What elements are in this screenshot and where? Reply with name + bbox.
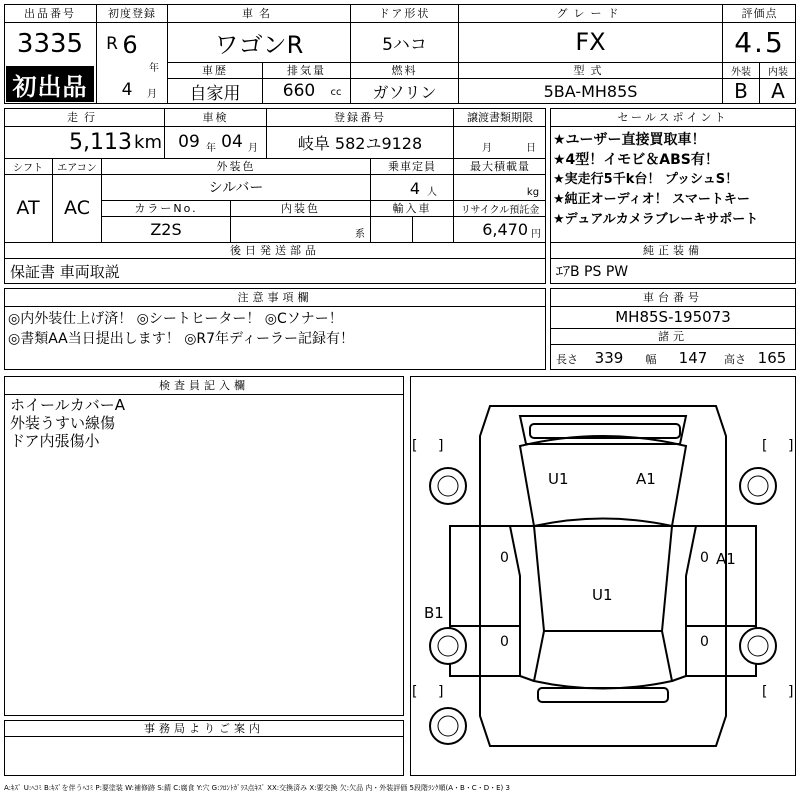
legend-text: A:ｷｽﾞ U:ﾍｺﾐ B:ｷｽﾞを伴うﾍｺﾐ P:要塗装 W:補修跡 S:錆 C:腐食 Y:穴 G:ﾌﾛﾝﾄｶﾞﾗｽ点ｷｽﾞ XX:交換済み X:要交換 欠:欠品 内・外装評価 5段階ﾗﾝｸ順(A・B・C・D・E) 3	[4, 784, 510, 792]
color-no-label: カラーNo.	[134, 202, 198, 215]
first-listing-badge: 初出品	[6, 66, 94, 102]
svg-text:0: 0	[700, 550, 709, 566]
insp-month-unit: 月	[248, 142, 258, 154]
width-value: 147	[678, 349, 708, 367]
yen-unit: 円	[531, 228, 541, 240]
car-name-label: 車名	[242, 7, 276, 20]
svg-text:[: [	[762, 684, 768, 700]
later-parts-label: 後日発送部品	[230, 244, 320, 257]
month-unit: 月	[147, 88, 157, 100]
exterior-grade: B	[734, 79, 748, 103]
int-color-label: 内装色	[281, 202, 320, 215]
damage-mark: U1	[548, 470, 569, 488]
kg-unit: kg	[526, 186, 540, 198]
fuel-value: ガソリン	[372, 82, 437, 102]
score-label: 評価点	[741, 7, 778, 20]
ac-label: エアコン	[57, 162, 97, 174]
height-value: 165	[757, 349, 787, 367]
capacity-unit: 人	[427, 186, 437, 198]
ext-color-value: シルバー	[208, 180, 264, 196]
damage-mark: B1	[424, 604, 444, 622]
chassis-number: MH85S-195073	[615, 308, 731, 326]
later-parts-value: 保証書 車両取説	[10, 262, 120, 281]
inspector-line: ホイールカバーA	[10, 396, 125, 414]
ac-value: AC	[64, 197, 90, 219]
svg-text:]: ]	[438, 438, 444, 454]
mileage-value: 5,113	[69, 129, 132, 155]
km-unit: km	[134, 131, 162, 153]
interior-grade: A	[771, 79, 785, 103]
max-load-label: 最大積載量	[470, 160, 530, 173]
svg-text:[: [	[412, 438, 418, 454]
sales-point: ★4型！イモビ＆ABS有！	[553, 152, 719, 168]
inspector-line: 外装うすい線傷	[10, 414, 116, 432]
damage-mark: A1	[716, 550, 736, 568]
insp-year-unit: 年	[206, 142, 216, 154]
sales-point: ★純正オーディオ！ スマートキー	[553, 192, 750, 207]
int-color-unit: 系	[355, 228, 365, 240]
svg-text:[: [	[412, 684, 418, 700]
notes-line-1: ◎内外装仕上げ済！ ◎シートヒーター！ ◎Cソナー！	[8, 311, 343, 327]
era-label: R	[106, 34, 118, 54]
cc-unit: cc	[330, 86, 342, 98]
year-unit: 年	[149, 62, 159, 74]
insp-year: 09	[178, 132, 200, 152]
model-label: 型式	[573, 64, 608, 77]
shift-label: シフト	[13, 162, 43, 174]
reg-year: 6	[122, 31, 138, 59]
first-reg-label: 初度登録	[108, 7, 156, 20]
height-label: 高さ	[724, 353, 746, 366]
insp-month: 04	[221, 132, 243, 152]
length-value: 339	[594, 349, 624, 367]
sales-points	[553, 130, 795, 230]
inspector-line: ドア内張傷小	[10, 432, 100, 450]
transfer-month-unit: 月	[482, 142, 492, 154]
dims-label: 諸元	[658, 330, 688, 343]
notes-label: 注意事項欄	[237, 291, 313, 304]
door-label: ドア形状	[378, 7, 431, 20]
transfer-label: 譲渡書類期限	[467, 111, 533, 124]
fuel-label: 燃料	[391, 64, 418, 77]
import-label: 輸入車	[392, 202, 432, 215]
car-name: ワゴンR	[214, 30, 304, 59]
equip-label: 純正装備	[643, 244, 703, 257]
sales-point: ★デュアルカメラブレーキサポート	[553, 212, 759, 227]
ext-color-label: 外装色	[216, 160, 256, 173]
displacement-value: 660	[282, 81, 316, 101]
svg-text:]: ]	[788, 438, 794, 454]
svg-text:0: 0	[700, 634, 709, 650]
capacity-value: 4	[409, 178, 420, 198]
shift-value: AT	[16, 197, 40, 219]
lot-label: 出品番号	[24, 7, 76, 20]
model-value: 5BA-MH85S	[543, 81, 638, 101]
sales-label: セールスポイント	[617, 111, 729, 124]
recycle-label: リサイクル預託金	[460, 204, 540, 216]
history-value: 自家用	[189, 83, 241, 104]
damage-mark: U1	[592, 586, 613, 604]
svg-text:0: 0	[500, 550, 509, 566]
interior-label: 内装	[768, 66, 788, 78]
color-no-value: Z2S	[150, 219, 182, 239]
mileage-label: 走行	[67, 111, 101, 124]
exterior-label: 外装	[731, 66, 751, 78]
door-value: 5ハコ	[382, 34, 427, 55]
width-label: 幅	[645, 353, 657, 366]
history-label: 車歴	[202, 64, 228, 77]
svg-text:]: ]	[438, 684, 444, 700]
chassis-label: 車台番号	[643, 291, 703, 304]
lot-number: 3335	[16, 29, 84, 59]
svg-text:]: ]	[788, 684, 794, 700]
office-label: 事務局よりご案内	[144, 722, 264, 735]
svg-text:0: 0	[500, 634, 509, 650]
inspector-notes	[10, 396, 400, 450]
sales-point: ★実走行5千k台！ プッシュS！	[553, 172, 739, 187]
capacity-label: 乗車定員	[388, 160, 436, 173]
score-value: 4.5	[734, 25, 785, 59]
transfer-day-unit: 日	[526, 142, 536, 154]
displacement-label: 排気量	[287, 64, 326, 77]
car-diagram	[410, 376, 796, 776]
grade-value: FX	[575, 28, 606, 56]
equip-value: ｴｱB PS PW	[556, 264, 629, 280]
length-label: 長さ	[556, 353, 578, 366]
recycle-value: 6,470	[482, 219, 528, 239]
inspector-label: 検査員記入欄	[159, 379, 249, 392]
svg-text:[: [	[762, 438, 768, 454]
notes-line-2: ◎書類AA当日提出します！ ◎R7年ディーラー記録有！	[8, 331, 354, 347]
inspection-label: 車検	[202, 111, 229, 124]
plate-value: 岐阜 582ユ9128	[297, 133, 423, 153]
grade-label: グレード	[556, 7, 625, 20]
sales-point: ★ユーザー直接買取車！	[553, 132, 706, 148]
damage-mark: A1	[636, 470, 656, 488]
plate-label: 登録番号	[334, 111, 386, 124]
reg-month: 4	[121, 80, 133, 100]
